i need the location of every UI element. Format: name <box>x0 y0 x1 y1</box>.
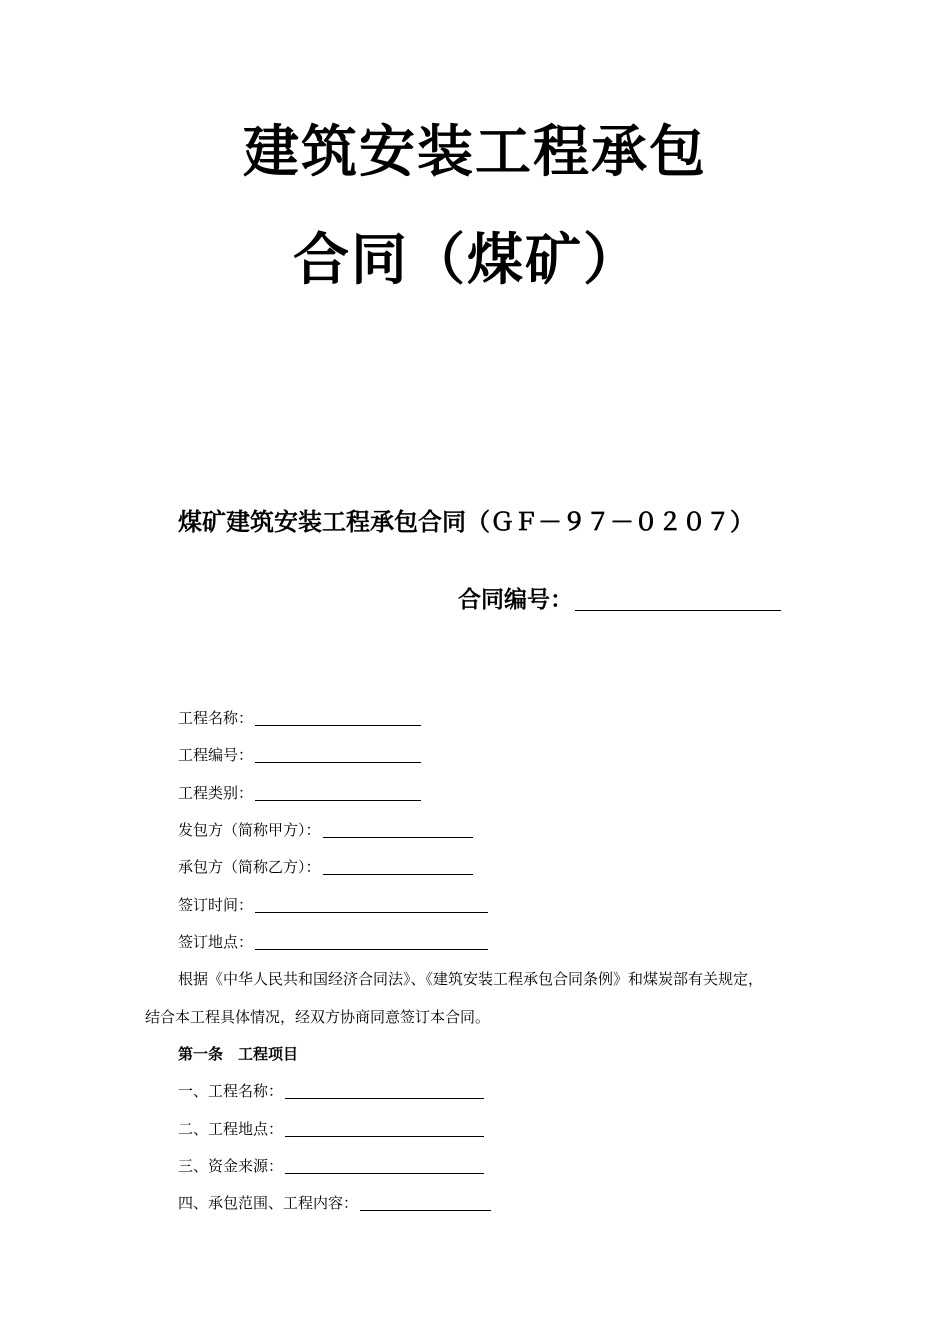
item-blank[interactable] <box>285 1084 484 1099</box>
preamble-line-2: 结合本工程具体情况，经双方协商同意签订本合同。 <box>145 1008 491 1026</box>
article-1-item-scope <box>178 1196 491 1211</box>
field-label: 承包方（简称乙方）： <box>178 858 321 876</box>
item-label: 四、承包范围、工程内容： <box>178 1194 359 1212</box>
item-label: 一、工程名称： <box>178 1082 284 1100</box>
article-1-item-name <box>178 1084 484 1099</box>
article-1-item-funding <box>178 1159 484 1174</box>
field-signing-time <box>178 898 488 913</box>
field-party-a <box>178 823 473 838</box>
article-1-item-location <box>178 1122 484 1137</box>
field-label: 签订地点： <box>178 933 254 951</box>
document-title-line-1: 建筑安装工程承包 <box>243 119 707 185</box>
field-blank[interactable] <box>255 898 488 913</box>
item-blank[interactable] <box>285 1159 484 1174</box>
field-label: 工程类别： <box>178 784 254 802</box>
field-signing-place <box>178 935 488 950</box>
preamble-line-1: 根据《中华人民共和国经济合同法》、《建筑安装工程承包合同条例》和煤炭部有关规定， <box>178 970 764 988</box>
field-label: 发包方（简称甲方）： <box>178 821 321 839</box>
contract-number-row <box>458 588 781 611</box>
field-blank[interactable] <box>255 786 421 801</box>
field-party-b <box>178 860 473 875</box>
field-blank[interactable] <box>255 748 421 763</box>
field-blank[interactable] <box>323 860 473 875</box>
document-title-line-2: 合同（煤矿） <box>293 227 641 293</box>
article-1-heading: 第一条 工程项目 <box>178 1045 299 1063</box>
field-project-name <box>178 711 421 726</box>
contract-number-label: 合同编号： <box>458 586 573 613</box>
field-blank[interactable] <box>323 823 473 838</box>
item-blank[interactable] <box>285 1122 484 1137</box>
item-blank[interactable] <box>360 1196 491 1211</box>
field-blank[interactable] <box>255 935 488 950</box>
field-project-category <box>178 786 421 801</box>
contract-number-blank[interactable] <box>575 588 781 611</box>
item-label: 三、资金来源： <box>178 1157 284 1175</box>
document-subtitle: 煤矿建筑安装工程承包合同（ＧＦ－９７－０２０７） <box>178 507 754 536</box>
field-blank[interactable] <box>255 711 421 726</box>
field-label: 签订时间： <box>178 896 254 914</box>
field-label: 工程名称： <box>178 709 254 727</box>
field-label: 工程编号： <box>178 746 254 764</box>
field-project-number <box>178 748 421 763</box>
item-label: 二、工程地点： <box>178 1120 284 1138</box>
